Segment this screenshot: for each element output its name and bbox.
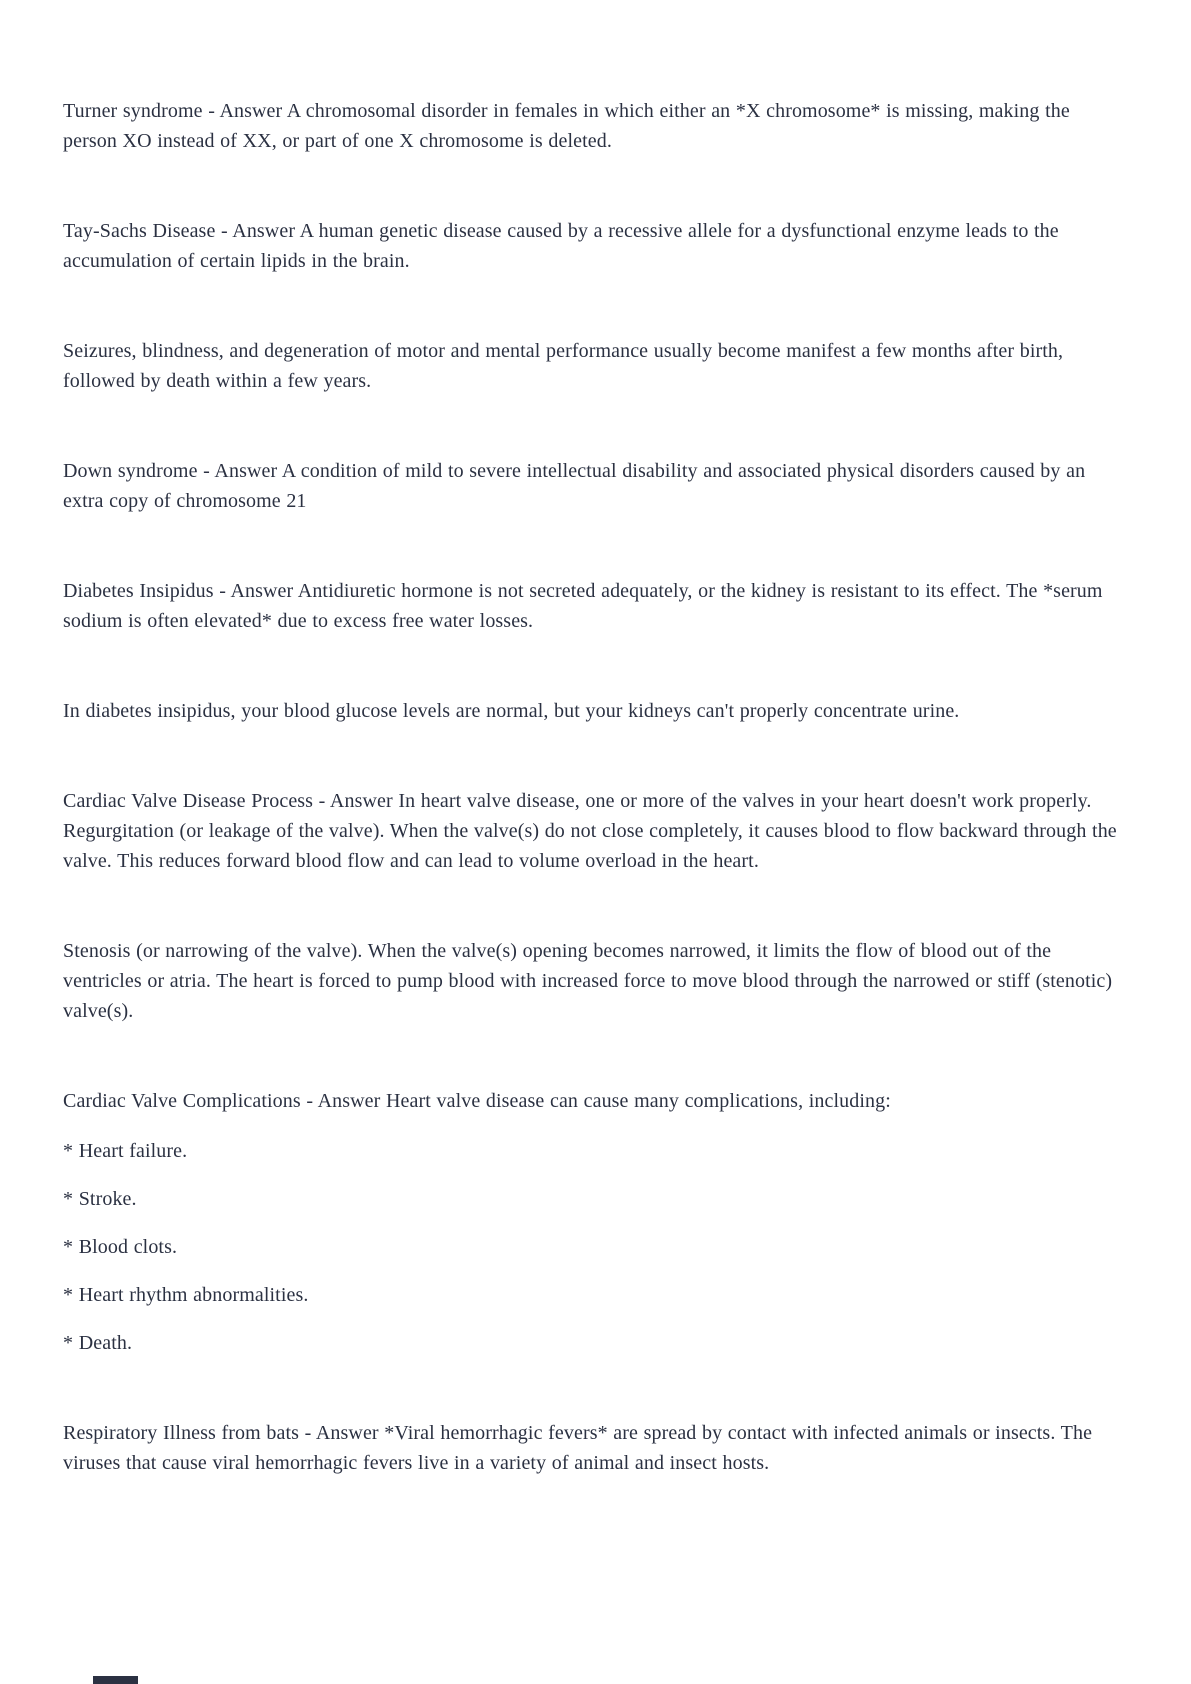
list-item-heart-failure: * Heart failure. xyxy=(63,1140,188,1162)
list-item-death: * Death. xyxy=(63,1332,133,1354)
paragraph-diabetes-insipidus: Diabetes Insipidus - Answer Antidiuretic hormone is not secreted adequately, or the kidney is resistant to its effect. The *serum sodium is often elevated* due to excess free water losses. xyxy=(63,580,1103,632)
paragraph-tay-sachs-symptoms: Seizures, blindness, and degeneration of motor and mental performance usually become manifest a few months after birth, followed by death within a few years. xyxy=(63,340,1064,392)
list-item-stroke: * Stroke. xyxy=(63,1188,137,1210)
list-item-heart-rhythm-abnormalities: * Heart rhythm abnormalities. xyxy=(63,1284,309,1306)
paragraph-down-syndrome: Down syndrome - Answer A condition of mild to severe intellectual disability and associated physical disorders caused by an extra copy of chromosome 21 xyxy=(63,460,1086,512)
paragraph-respiratory-illness-bats: Respiratory Illness from bats - Answer *Viral hemorrhagic fevers* are spread by contact with infected animals or insects. The viruses that cause viral hemorrhagic fevers live in a variety of animal and insect hosts. xyxy=(63,1422,1093,1474)
paragraph-tay-sachs: Tay-Sachs Disease - Answer A human genetic disease caused by a recessive allele for a dysfunctional enzyme leads to the accumulation of certain lipids in the brain. xyxy=(63,220,1059,272)
paragraph-turner-syndrome: Turner syndrome - Answer A chromosomal disorder in females in which either an *X chromosome* is missing, making the person XO instead of XX, or part of one X chromosome is deleted. xyxy=(63,100,1070,152)
paragraph-diabetes-insipidus-note: In diabetes insipidus, your blood glucose levels are normal, but your kidneys can't properly concentrate urine. xyxy=(63,700,960,722)
paragraph-cardiac-valve-disease-process: Cardiac Valve Disease Process - Answer In heart valve disease, one or more of the valves in your heart doesn't work properly. Regurgitation (or leakage of the valve). When the valve(s) do not close completely, it causes blood to flow backward through the valve. This reduces forward blood flow and can lead to volume overload in the heart. xyxy=(63,790,1117,872)
document-body xyxy=(63,96,1128,1478)
paragraph-stenosis: Stenosis (or narrowing of the valve). When the valve(s) opening becomes narrowed, it limits the flow of blood out of the ventricles or atria. The heart is forced to pump blood with increased force to move blood through the narrowed or stiff (stenotic) valve(s). xyxy=(63,940,1113,1022)
list-item-blood-clots: * Blood clots. xyxy=(63,1236,178,1258)
paragraph-cardiac-valve-complications: Cardiac Valve Complications - Answer Heart valve disease can cause many complications, including: xyxy=(63,1090,891,1112)
bottom-cutoff-text-sliver xyxy=(93,1676,138,1684)
